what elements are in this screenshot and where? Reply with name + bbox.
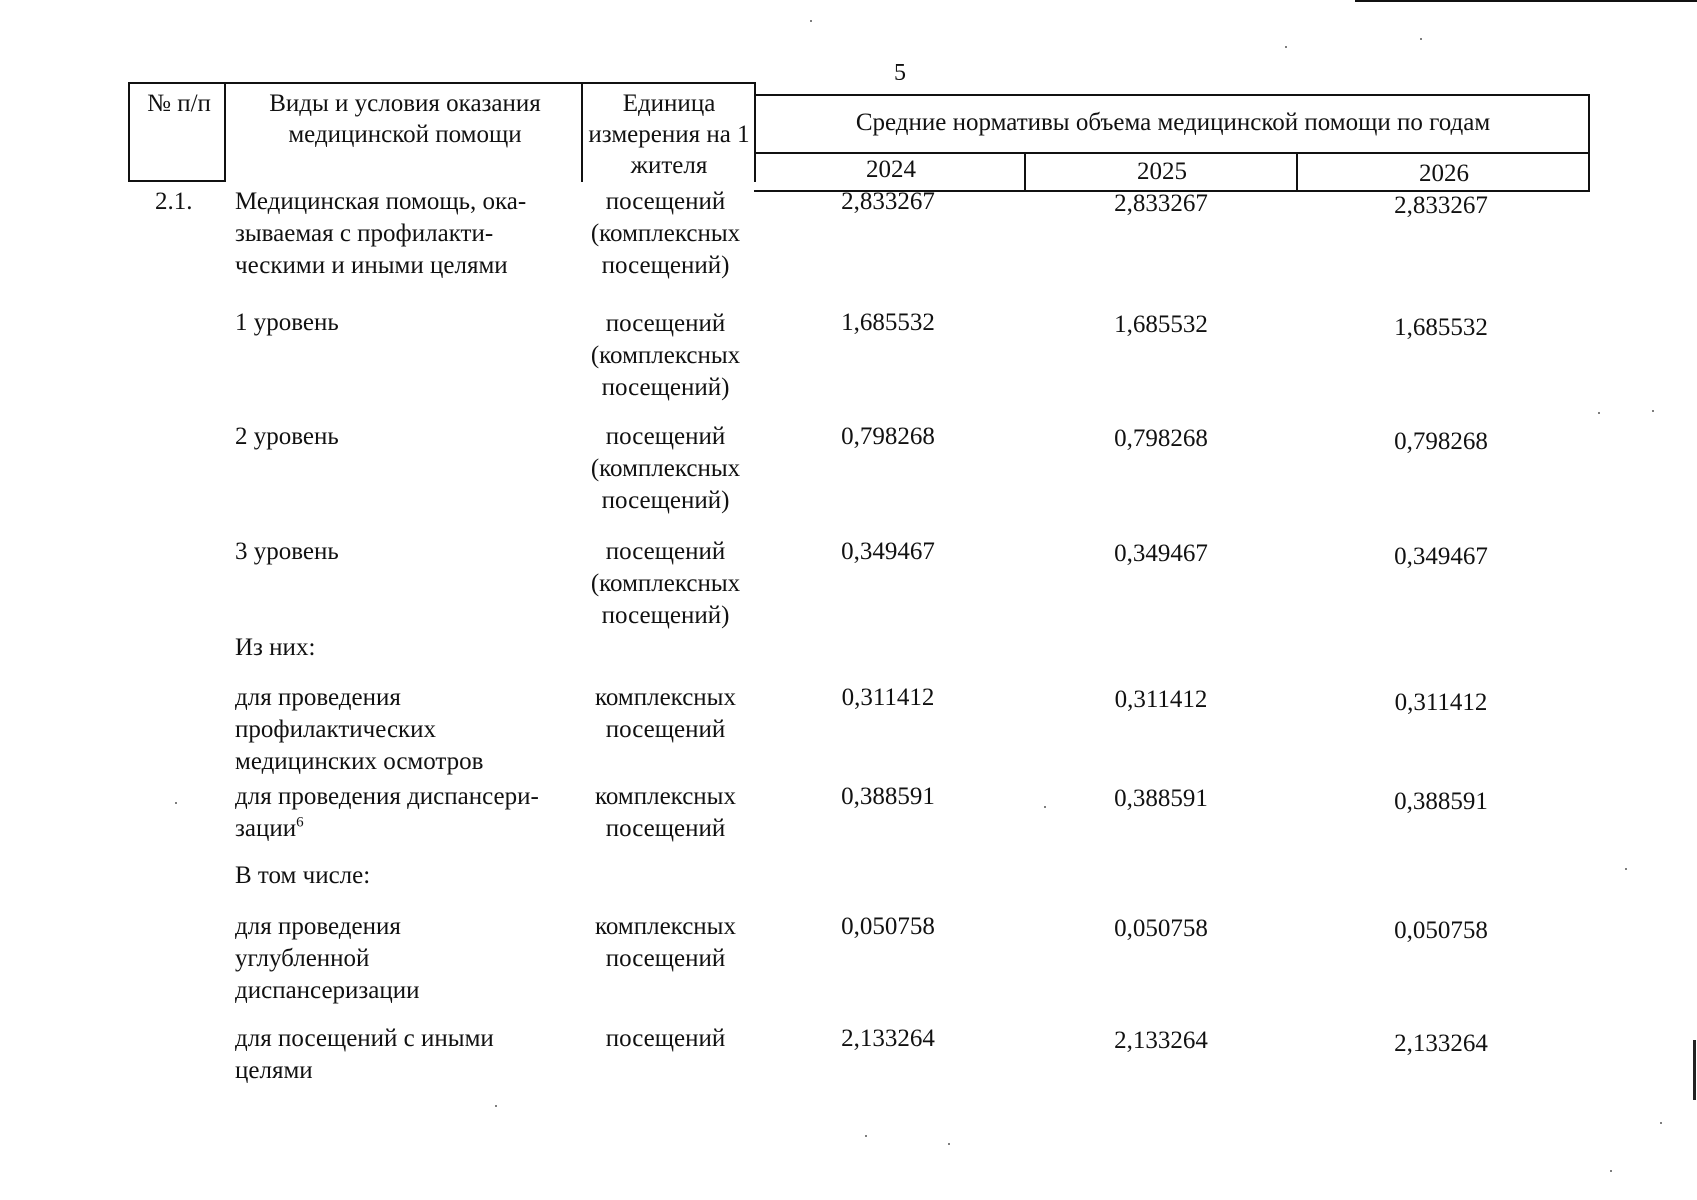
page-number: 5 bbox=[894, 60, 906, 86]
scan-speck bbox=[948, 1143, 950, 1145]
value-2025: 0,349467 bbox=[1114, 540, 1208, 567]
scan-speck bbox=[1420, 38, 1422, 40]
value-2026: 0,798268 bbox=[1394, 428, 1488, 455]
row-unit: посещений (комплексных посещений) bbox=[590, 538, 741, 629]
scan-speck bbox=[1044, 806, 1046, 808]
row-name: для посещений с иными целями bbox=[235, 1025, 494, 1084]
value-2025: 2,833267 bbox=[1114, 190, 1208, 217]
row-unit: комплексных посещений bbox=[595, 913, 736, 972]
header-col-divider-1 bbox=[224, 82, 226, 182]
value-2025: 0,050758 bbox=[1114, 915, 1208, 942]
row-name: для проведения профилактических медицинских осмотров bbox=[235, 684, 484, 775]
header-bottom-border-num bbox=[128, 180, 224, 182]
value-2026: 0,050758 bbox=[1394, 917, 1488, 944]
header-year-divider-1 bbox=[1024, 152, 1026, 190]
value-2024: 0,349467 bbox=[841, 538, 935, 565]
value-2024: 2,833267 bbox=[841, 188, 935, 215]
scan-speck bbox=[1652, 410, 1654, 412]
value-2025: 0,311412 bbox=[1114, 686, 1208, 713]
value-2026: 0,349467 bbox=[1394, 543, 1488, 570]
header-kinds: Виды и условия оказания медицинской помощи bbox=[269, 90, 541, 148]
row-name: 1 уровень bbox=[235, 309, 339, 336]
header-group: Средние нормативы объема медицинской помощи по годам bbox=[855, 109, 1491, 136]
value-2024: 2,133264 bbox=[841, 1025, 935, 1052]
top-edge-rule bbox=[1355, 0, 1697, 2]
row-name bbox=[235, 781, 575, 845]
scan-speck bbox=[1660, 1122, 1662, 1124]
header-col-divider-3 bbox=[754, 82, 756, 182]
header-year-2025: 2025 bbox=[1137, 158, 1187, 185]
row-name: Медицинская помощь, ока-зываемая с профилакти-ческими и иными целями bbox=[235, 188, 527, 279]
row-name: 2 уровень bbox=[235, 423, 339, 450]
row-number: 2.1. bbox=[155, 188, 193, 215]
row-unit: посещений (комплексных посещений) bbox=[590, 188, 741, 279]
row-unit: комплексных посещений bbox=[595, 783, 736, 842]
value-2026: 0,388591 bbox=[1394, 788, 1488, 815]
value-2026: 0,311412 bbox=[1394, 689, 1488, 716]
scan-speck bbox=[810, 20, 812, 22]
header-right-border bbox=[1588, 94, 1590, 192]
row-name: 3 уровень bbox=[235, 538, 339, 565]
value-2024: 0,388591 bbox=[841, 783, 935, 810]
value-2025: 1,685532 bbox=[1114, 311, 1208, 338]
section-label: Из них: bbox=[235, 634, 316, 661]
value-2025: 2,133264 bbox=[1114, 1027, 1208, 1054]
row-unit: посещений (комплексных посещений) bbox=[590, 310, 741, 401]
scan-speck bbox=[175, 802, 177, 804]
header-year-divider-2 bbox=[1296, 154, 1298, 190]
value-2024: 1,685532 bbox=[841, 309, 935, 336]
value-2025: 0,388591 bbox=[1114, 785, 1208, 812]
footnote-marker: 6 bbox=[296, 814, 304, 831]
scan-speck bbox=[1598, 412, 1600, 414]
value-2024: 0,798268 bbox=[841, 423, 935, 450]
scan-edge-mark bbox=[1693, 1040, 1696, 1100]
row-unit: посещений bbox=[605, 1025, 726, 1052]
value-2025: 0,798268 bbox=[1114, 425, 1208, 452]
header-left-border bbox=[128, 82, 130, 182]
scan-speck bbox=[865, 1135, 867, 1137]
scan-speck bbox=[495, 1105, 497, 1107]
value-2024: 0,311412 bbox=[841, 684, 935, 711]
table-header bbox=[128, 82, 1590, 187]
value-2026: 2,833267 bbox=[1394, 192, 1488, 219]
header-unit: Единица измерения на 1 жителя bbox=[588, 90, 750, 179]
value-2026: 2,133264 bbox=[1394, 1030, 1488, 1057]
section-label: В том числе: bbox=[235, 862, 371, 889]
header-year-2026: 2026 bbox=[1419, 160, 1469, 187]
row-name-text: для проведения диспансери-зации bbox=[235, 783, 539, 842]
header-num: № п/п bbox=[147, 90, 211, 117]
row-name: для проведения углубленной диспансеризации bbox=[235, 913, 420, 1004]
value-2024: 0,050758 bbox=[841, 913, 935, 940]
row-unit: комплексных посещений bbox=[595, 684, 736, 743]
value-2026: 1,685532 bbox=[1394, 314, 1488, 341]
header-col-divider-2 bbox=[581, 82, 583, 182]
header-year-2024: 2024 bbox=[866, 156, 916, 183]
scan-speck bbox=[1610, 1170, 1612, 1172]
scan-speck bbox=[1625, 868, 1627, 870]
scan-speck bbox=[1285, 46, 1287, 48]
row-unit: посещений (комплексных посещений) bbox=[590, 423, 741, 514]
header-top-border-left bbox=[128, 82, 754, 84]
